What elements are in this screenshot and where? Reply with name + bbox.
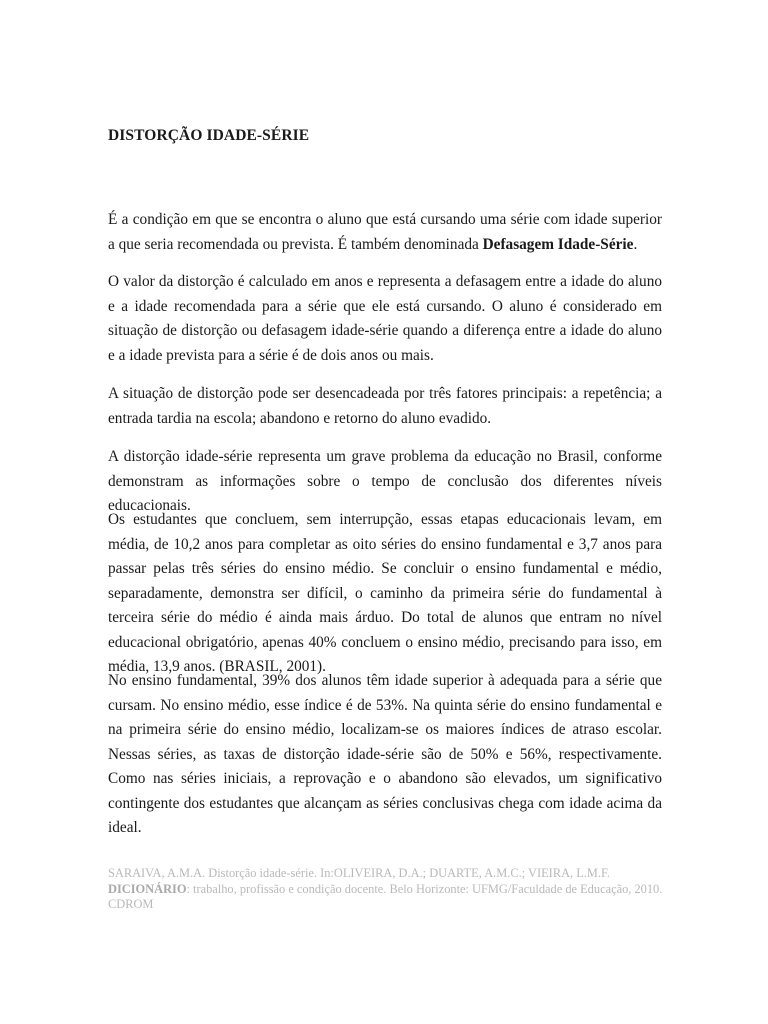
paragraph-rates: No ensino fundamental, 39% dos alunos têm idade superior à adequada para a série que cursam. No ensino médio, esse índice é de 53%. Na quinta série do ensino fundamental e na primeira série do ensino médio, localizam-se os maiores índices de atraso escolar. Nessas séries, as taxas de distorção idade-série são de 50% e 56%, respectivamente. Como nas séries iniciais, a reprovação e o abandono são elevados, um significativo contingente dos estudantes que alcançam as séries conclusivas chega com idade acima da ideal. (108, 672, 662, 836)
paragraph-problem: A distorção idade-série representa um grave problema da educação no Brasil, conforme demonstram as informações sobre o tempo de conclusão dos diferentes níveis educacionais. (108, 448, 662, 514)
paragraph-definition-text: É a condição em que se encontra o aluno que está cursando uma série com idade superior a que seria recomendada ou prevista. É também denominada (108, 211, 662, 253)
citation-bold-title: DICIONÁRIO (108, 881, 187, 896)
paragraph-statistics: Os estudantes que concluem, sem interrupção, essas etapas educacionais levam, em média, de 10,2 anos para completar as oito séries do ensino fundamental e 3,7 anos para passar pelas três séries do ensino médio. Se concluir o ensino fundamental e médio, separadamente, demonstra ser difícil, o caminho da primeira série do fundamental à terceira série do médio é ainda mais árduo. Do total de alunos que entram no nível educacional obrigatório, apenas 40% concluem o ensino médio, precisando para isso, em média, 13,9 anos. (BRASIL, 2001). (108, 511, 662, 675)
paragraph-definition-end: . (633, 235, 638, 253)
paragraph-definition (108, 208, 662, 257)
citation (108, 866, 668, 913)
paragraph-causes: A situação de distorção pode ser desencadeada por três fatores principais: a repetência; a entrada tardia na escola; abandono e retorno do aluno evadido. (108, 385, 662, 427)
citation-line-1: SARAIVA, A.M.A. Distorção idade-série. In:OLIVEIRA, D.A.; DUARTE, A.M.C.; VIEIRA, L.M.F. (108, 866, 610, 880)
paragraph-calculation: O valor da distorção é calculado em anos e representa a defasagem entre a idade do aluno e a idade recomendada para a série que ele está cursando. O aluno é considerado em situação de distorção ou defasagem idade-série quando a diferença entre a idade do aluno e a idade prevista para a série é de dois anos ou mais. (108, 273, 662, 364)
term-highlight: Defasagem Idade-Série (482, 235, 634, 253)
citation-line-2: : trabalho, profissão e condição docente. Belo Horizonte: UFMG/Faculdade de Educação, 2010. CDROM (108, 881, 663, 911)
page-title: DISTORÇÃO IDADE-SÉRIE (108, 127, 310, 144)
